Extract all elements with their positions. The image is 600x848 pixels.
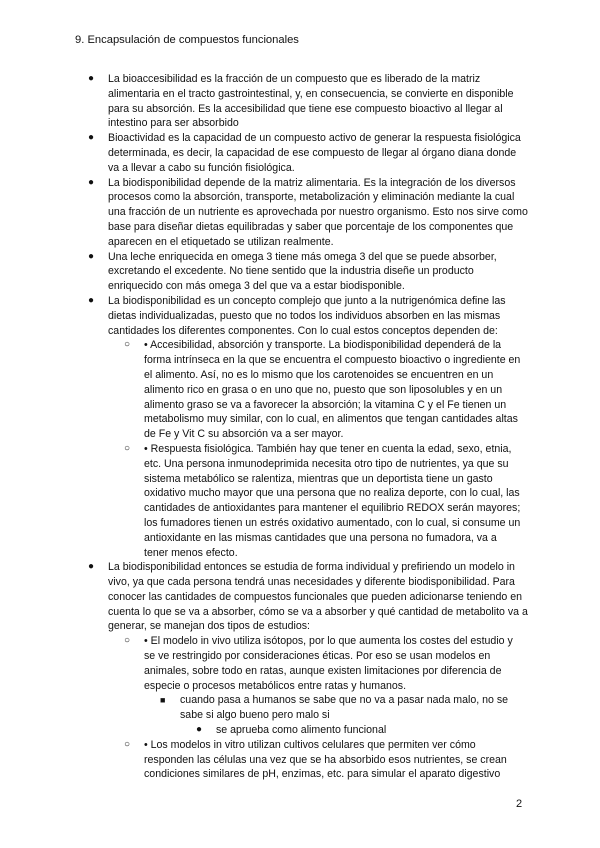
list-item (124, 338, 522, 442)
list-item (88, 72, 528, 131)
page-number: 2 (516, 798, 523, 810)
list-item-text: Una leche enriquecida en omega 3 tiene más omega 3 del que se puede absorber, excretando el excedente. No tiene sentido que la industria diseñe un producto enriquecido con más omega 3 del que va a estar biodisponible. (108, 250, 497, 293)
bullet-marker: ● (196, 724, 203, 736)
bullet-list (0, 72, 600, 782)
circle-marker: ○ (124, 738, 131, 750)
list-item (88, 176, 528, 250)
list-item-text: La biodisponibilidad entonces se estudia de forma individual y prefiriendo un modelo in vivo, ya que cada persona tendrá unas necesidades y diferente biodisponibilidad. Para conocer las cantidades de compuestos funcionales que pueden adicionarse teniendo en cuenta lo que se va a absorber, cómo se va a absorber y qué cantidad de metabolito va a generar, se manejan dos tipos de estudios: (108, 561, 528, 633)
section-heading: 9. Encapsulación de compuestos funcionales (75, 34, 299, 46)
list-item (124, 442, 522, 560)
list-item (88, 560, 528, 634)
list-item (88, 250, 528, 294)
list-item-text: • Respuesta fisiológica. También hay que tener en cuenta la edad, sexo, etnia, etc. Una persona inmunodeprimida necesita otro tipo de nutrientes, ya que su sistema metabólico se ralentiza, mientras que un deportista tiene un gasto oxidativo mucho mayor que una persona que no realiza deporte, con lo cual, las cantidades de antioxidantes para mantener el equilibrio REDOX serán mayores; los fumadores tienen un estrés oxidativo aumentado, con lo cual, si consume un antioxidante en las mismas cantidades que una persona no fumadora, va a tener menos efecto. (144, 442, 521, 559)
list-item (196, 723, 516, 738)
bullet-marker: ● (88, 561, 95, 573)
circle-marker: ○ (124, 339, 131, 351)
list-item-text: • Accesibilidad, absorción y transporte. La biodisponibilidad dependerá de la forma intrínseca en la que se encuentra el compuesto bioactivo o ingrediente en el alimento. Así, no es lo mismo que los carotenoides se encuentren en un alimento rico en grasa o en uno que no, puesto que son liposolubles y en un alimento graso se va a favorecer la absorción; la vitamina C y el Fe tienen un metabolismo muy similar, con lo cual, en alimentos que tengan cantidades altas de Fe y Vit C su absorción va a ser mayor. (144, 339, 521, 441)
list-item (88, 131, 528, 175)
list-item-text: La biodisponibilidad es un concepto complejo que junto a la nutrigenómica define las dietas individualizadas, puesto que no todos los individuos absorben en las mismas cantidades los diferentes componentes. Con lo cual estos conceptos dependen de: (108, 294, 506, 337)
list-item (124, 634, 522, 693)
list-item-text: cuando pasa a humanos se sabe que no va a pasar nada malo, no se sabe si algo bueno pero malo si (180, 694, 509, 722)
list-item (160, 693, 520, 723)
list-item-text: • Los modelos in vitro utilizan cultivos celulares que permiten ver cómo responden las células una vez que se ha absorbido esos nutrientes, se crean condiciones similares de pH, enzimas, etc. para simular el aparato digestivo (144, 738, 507, 781)
bullet-marker: ● (88, 73, 95, 84)
bullet-marker: ● (88, 250, 95, 262)
circle-marker: ○ (124, 442, 131, 454)
square-marker: ■ (160, 695, 166, 706)
list-item-text: • El modelo in vivo utiliza isótopos, por lo que aumenta los costes del estudio y se ve restringido por consideraciones éticas. Por eso se usan modelos en animales, sobre todo en ratas, aunque existen limitaciones por diferencia de especie o procesos metabólicos entre ratas y humanos. (144, 635, 513, 692)
list-item-text: Bioactividad es la capacidad de un compuesto activo de generar la respuesta fisiológica determinada, es decir, la capacidad de ese compuesto de llegar al órgano diana donde va a llevar a cabo su función fisiológica. (108, 132, 521, 174)
bullet-marker: ● (88, 132, 95, 144)
list-item (88, 294, 528, 338)
bullet-marker: ● (88, 294, 95, 306)
list-item-text: se aprueba como alimento funcional (216, 724, 387, 737)
circle-marker: ○ (124, 635, 131, 647)
list-item-text: La biodisponibilidad depende de la matriz alimentaria. Es la integración de los diversos procesos como la absorción, transporte, metabolización y eliminación mediante la cual una fracción de un nutriente es aprovechada por nuestro organismo. Esto nos sirve como base para diseñar dietas equilibradas y saber que porcentaje de los componentes que aparecen en el etiquetado se utilizan realmente. (108, 176, 528, 248)
bullet-marker: ● (88, 176, 95, 188)
list-item (124, 738, 522, 782)
list-item-text: La bioaccesibilidad es la fracción de un compuesto que es liberado de la matriz alimentaria en el tracto gastrointestinal, y, en consecuencia, se convierte en disponible para su absorción. Es la accesibilidad que tiene ese compuesto bioactivo al llegar al intestino para ser absorbido (108, 73, 514, 130)
